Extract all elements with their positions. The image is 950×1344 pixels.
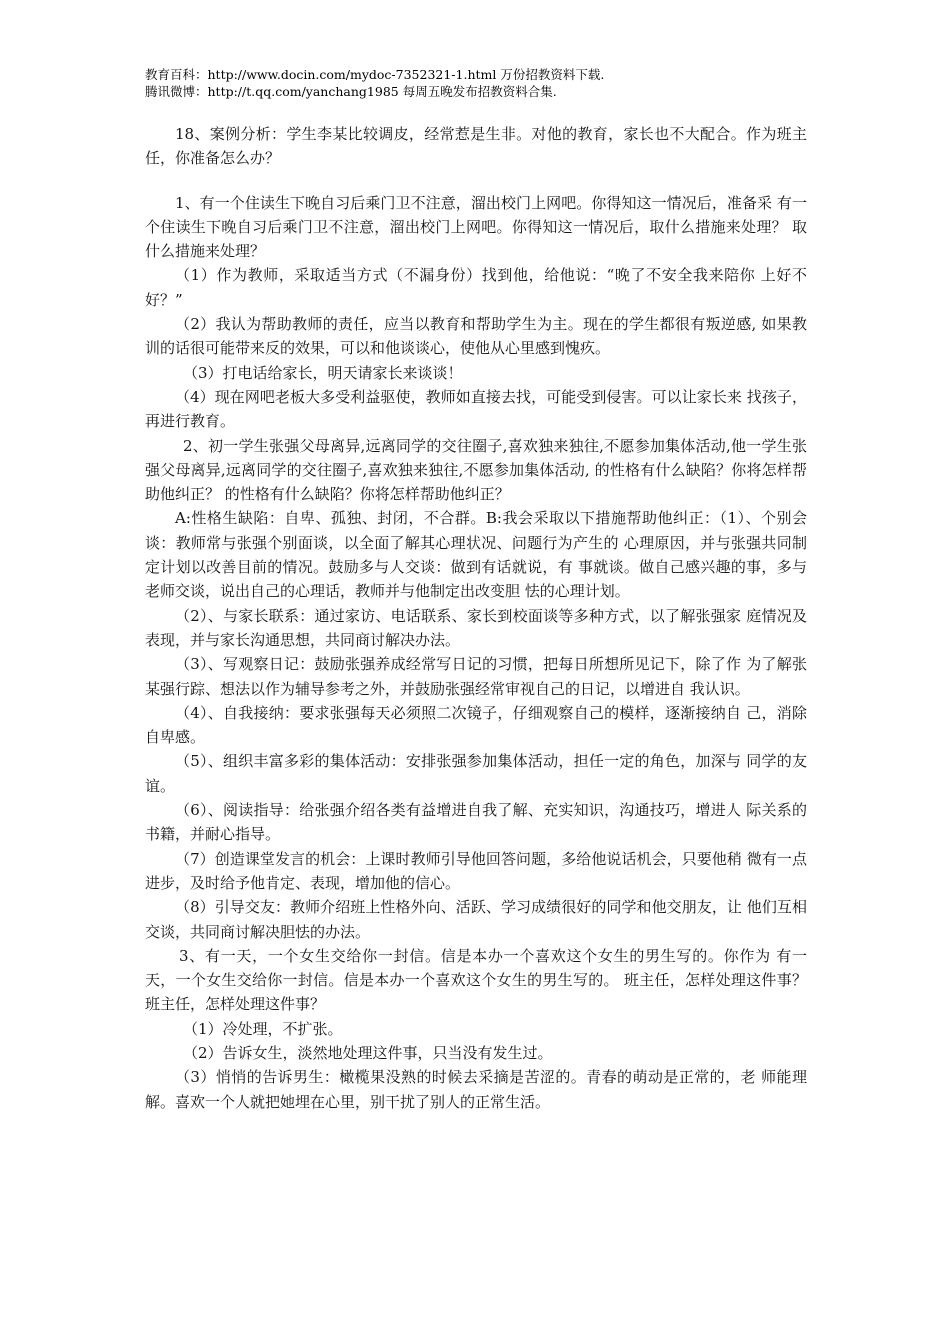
question-3-answer-2: （2）告诉女生，淡然地处理这件事，只当没有发生过。 <box>183 1043 553 1062</box>
question-2-answer-2: （2）、与家长联系：通过家访、电话联系、家长到校面谈等多种方式，以了解张强家 庭情况及表现，并与家长沟通思想，共同商讨解决办法。 <box>145 606 807 649</box>
question-2-answer-7: （7）创造课堂发言的机会：上课时教师引导他回答问题，多给他说话机会，只要他稍 微有一点进步，及时给予他肯定、表现，增加他的信心。 <box>145 849 807 892</box>
question-1-answer-1: （1）作为教师，采取适当方式（不漏身份）找到他，给他说：“晚了不安全我来陪你 上好不好？” <box>145 266 807 309</box>
page-header <box>145 66 845 100</box>
question-1-answer-2: （2）我认为帮助教师的责任，应当以教育和帮助学生为主。现在的学生都很有叛逆感, 如果教训的话很可能带来反的效果，可以和他谈谈心，使他从心里感到愧疚。 <box>145 315 807 358</box>
blank-line <box>145 171 807 191</box>
question-2-answer-6: （6）、阅读指导：给张强介绍各类有益增进自我了解、充实知识，沟通技巧，增进人 际关系的书籍，并耐心指导。 <box>145 801 807 844</box>
question-2-answer-5: （5）、组织丰富多彩的集体活动：安排张强参加集体活动，担任一定的角色，加深与 同学的友谊。 <box>145 752 807 795</box>
question-1-answer-4: （4）现在网吧老板大多受利益驱使，教师如直接去找，可能受到侵害。可以让家长来 找孩子，再进行教育。 <box>145 387 807 431</box>
header-line-weibo: 腾讯微博：http://t.qq.com/yanchang1985 每周五晚发布招教资料合集. <box>145 84 557 99</box>
question-2-answer-4: （4）、自我接纳：要求张强每天必须照二次镜子，仔细观察自己的模样，逐渐接纳自 己，消除自卑感。 <box>145 703 807 747</box>
document-body <box>145 122 807 1114</box>
question-2-answer-8: （8）引导交友：教师介绍班上性格外向、活跃、学习成绩很好的同学和他交朋友，让 他们互相交谈，共同商讨解决胆怯的办法。 <box>145 898 807 941</box>
question-3-prompt: 3、有一天，一个女生交给你一封信。信是本办一个喜欢这个女生的男生写的。你作为 有一天，一个女生交给你一封信。信是本办一个喜欢这个女生的男生写的。 班主任，怎样处理这件事？ 班主任，怎样处理这件事？ <box>145 946 807 1014</box>
question-2-answer-3: （3）、写观察日记：鼓励张强养成经常写日记的习惯，把每日所想所见记下，除了作 为了解张某强行踪、想法以作为辅导参考之外，并鼓励张强经常审视自己的日记，以增进自 我认识。 <box>145 655 807 698</box>
question-1-prompt: 1、有一个住读生下晚自习后乘门卫不注意，溜出校门上网吧。你得知这一情况后，准备采 有一个住读生下晚自习后乘门卫不注意，溜出校门上网吧。你得知这一情况后，取什么措施来处理？ 取什么措施来处理？ <box>145 193 807 261</box>
question-1-answer-3: （3）打电话给家长，明天请家长来谈谈！ <box>183 363 463 382</box>
question-2-answer-intro: A:性格生缺陷：自卑、孤独、封闭，不合群。B:我会采取以下措施帮助他纠正：（1）、个别会谈：教师常与张强个别面谈，以全面了解其心理状况、问题行为产生的 心理原因，并与张强共同制定计划以改善目前的情况。鼓励多与人交谈：做到有话就说，有 事就谈。做自己感兴趣的事，多与老师交谈，说出自己的心理话，教师并与他制定出改变胆 怯的心理计划。 <box>145 509 807 601</box>
question-3-answer-3: （3）悄悄的告诉男生：橄榄果没熟的时候去采摘是苦涩的。青春的萌动是正常的，老 师能理解。喜欢一个人就把她埋在心里，别干扰了别人的正常生活。 <box>145 1068 807 1111</box>
question-3-answer-1: （1）冷处理，不扩张。 <box>183 1019 343 1038</box>
question-18: 18、案例分析：学生李某比较调皮，经常惹是生非。对他的教育，家长也不大配合。作为班主任，你准备怎么办？ <box>145 125 807 168</box>
question-2-prompt: 2、初一学生张强父母离异,远离同学的交往圈子,喜欢独来独往,不愿参加集体活动,他一学生张强父母离异,远离同学的交往圈子,喜欢独来独往,不愿参加集体活动, 的性格有什么缺陷？你将怎样帮助他纠正？ 的性格有什么缺陷？你将怎样帮助他纠正？ <box>145 436 807 504</box>
header-line-docin: 教育百科：http://www.docin.com/mydoc-7352321-1.html 万份招教资料下载. <box>145 67 605 82</box>
